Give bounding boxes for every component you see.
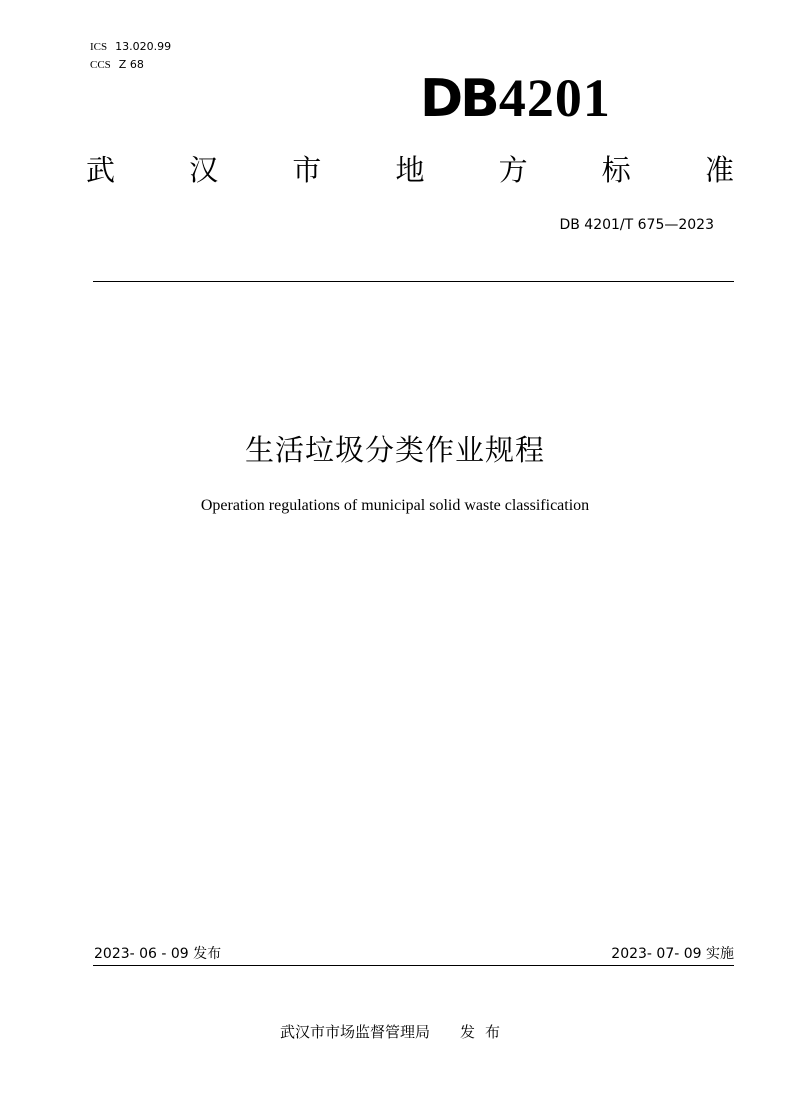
standard-type-char: 汉 (189, 153, 219, 187)
implement-date: 2023- 07- 09 实施 (611, 946, 734, 962)
header-divider (93, 281, 734, 282)
document-title: 生活垃圾分类作业规程 (244, 433, 545, 467)
standard-type-char: 市 (292, 153, 322, 187)
db-region-code: 4201 (498, 68, 611, 128)
standard-type-char: 方 (498, 153, 528, 187)
document-subtitle-en: Operation regulations of municipal solid waste classification (200, 497, 590, 514)
db-brand-logo (420, 68, 670, 129)
ccs-label: CCS (90, 59, 111, 71)
ics-line (90, 40, 171, 54)
standard-type-heading (86, 150, 734, 190)
standard-number: DB 4201/T 675—2023 (559, 217, 714, 233)
ics-label: ICS (90, 41, 108, 53)
standard-type-char: 武 (86, 153, 116, 187)
ccs-value: Z 68 (118, 58, 144, 71)
footer-divider (93, 965, 734, 966)
ics-value: 13.020.99 (115, 40, 172, 53)
ccs-line (90, 58, 144, 72)
standard-type-char: 地 (395, 153, 425, 187)
standard-type-char: 标 (601, 153, 631, 187)
issuer-line (0, 1021, 790, 1042)
issuer-action: 发布 (460, 1023, 511, 1041)
db-mark: DB (420, 69, 497, 129)
issuer-name: 武汉市市场监督管理局 (279, 1023, 430, 1041)
standard-type-char: 准 (704, 153, 734, 187)
publish-date: 2023- 06 - 09 发布 (94, 946, 222, 962)
